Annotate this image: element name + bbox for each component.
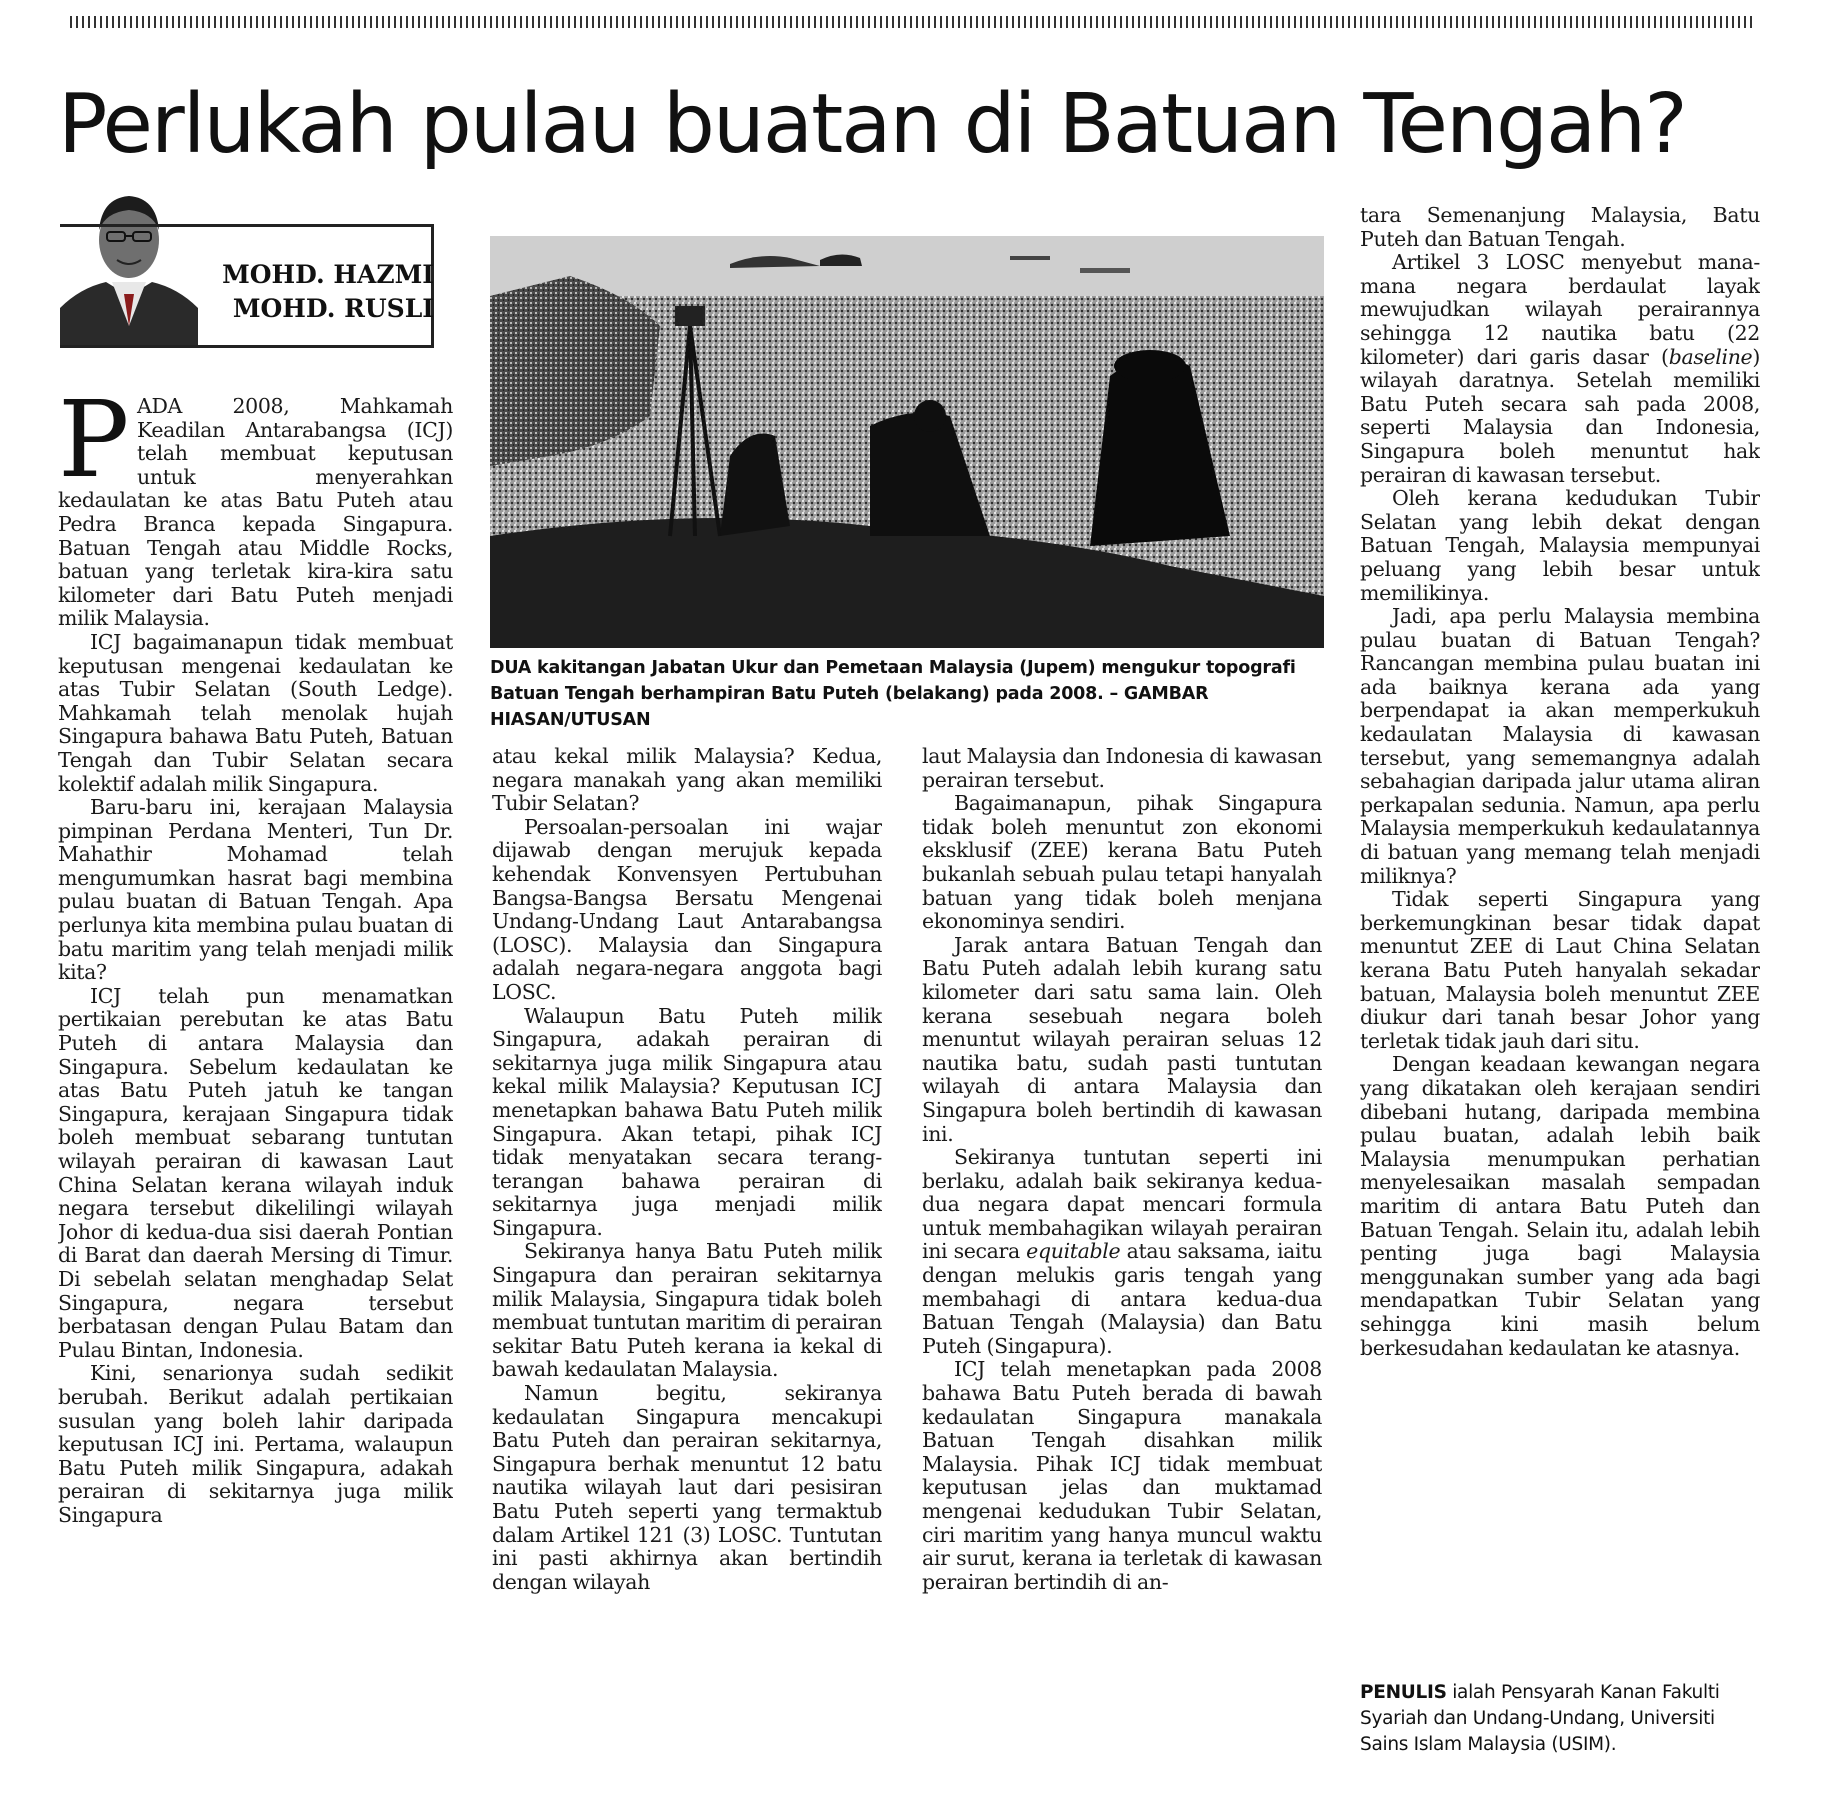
- article-paragraph: [922, 1146, 1322, 1358]
- news-photo: [490, 236, 1324, 648]
- article-paragraph: ICJ telah pun menamatkan pertikaian perebutan ke atas Batu Puteh di antara Malaysia dan Singapura. Sebelum kedaulatan ke atas Batu Puteh jatuh ke tangan Singapura, kerajaan Singapura tidak boleh membuat sebarang tuntutan wilayah perairan di kawasan Laut China Selatan kerana wilayah induk negara tersebut dikelilingi wilayah Johor di kedua-dua sisi daerah Pontian di Barat dan daerah Mersing di Timur. Di sebelah selatan menghadap Selat Singapura, negara tersebut berbatasan dengan Pulau Batam dan Pulau Bintan, Indonesia.: [58, 983, 453, 1362]
- article-paragraph: [1360, 251, 1760, 487]
- paragraph-text: ) wilayah daratnya. Setelah memiliki Batu Puteh secara sah pada 2008, seperti Malaysia dan Indonesia, Singapura boleh menuntut hak perairan di kawasan tersebut.: [1360, 344, 1760, 487]
- article-paragraph: Namun begitu, sekiranya kedaulatan Singapura mencakupi Batu Puteh dan perairan sekitarnya, Singapura berhak menuntut 12 batu nautika wilayah laut dari pesisiran Batu Puteh seperti yang termaktub dalam Artikel 121 (3) LOSC. Tuntutan ini pasti akhirnya akan bertindih dengan wilayah: [492, 1381, 882, 1594]
- article-paragraph: atau kekal milik Malaysia? Kedua, negara manakah yang akan memiliki Tubir Selatan?: [492, 745, 882, 816]
- author-name: [202, 258, 434, 326]
- paragraph-text: atau saksama, iaitu dengan melukis garis tengah yang membahagi di antara kedua-dua Batuan Tengah (Malaysia) dan Batu Puteh (Singapura).: [922, 1239, 1322, 1358]
- article-paragraph: Jadi, apa perlu Malaysia membina pulau buatan di Batuan Tengah? Rancangan membina pulau buatan ini ada baiknya kerana ada yang berpendapat ia akan memperkukuh kedaulatan Malaysia di kawasan tersebut, yang sememangnya adalah sebahagian daripada jalur utama aliran perkapalan sedunia. Namun, apa perlu Malaysia memperkukuh kedaulatannya di batuan yang memang telah menjadi miliknya?: [1360, 604, 1760, 888]
- author-note-text: ialah Pensyarah Kanan Fakulti Syariah dan Undang-Undang, Universiti Sains Islam Malaysia (USIM).: [1360, 1682, 1720, 1755]
- article-paragraph: laut Malaysia dan Indonesia di kawasan perairan tersebut.: [922, 745, 1322, 792]
- article-column-3: [922, 745, 1322, 1785]
- author-box-rule: [60, 345, 434, 348]
- article-paragraph: Oleh kerana kedudukan Tubir Selatan yang lebih dekat dengan Batuan Tengah, Malaysia mempunyai peluang yang lebih besar untuk memilikinya.: [1360, 486, 1760, 605]
- article-paragraph: tara Semenanjung Malaysia, Batu Puteh dan Batuan Tengah.: [1360, 204, 1760, 251]
- paragraph-text: Sekiranya tuntutan seperti ini berlaku, adalah baik sekiranya kedua-dua negara dapat mencari formula untuk membahagikan wilayah perairan ini secara: [922, 1145, 1322, 1264]
- article-paragraph: Baru-baru ini, kerajaan Malaysia pimpinan Perdana Menteri, Tun Dr. Mahathir Mohamad telah mengumumkan hasrat bagi membina pulau buatan di Batuan Tengah. Apa perlunya kita membina pulau buatan di batu maritim yang telah menjadi milik kita?: [58, 795, 453, 985]
- article-paragraph: Kini, senarionya sudah sedikit berubah. Berikut adalah pertikaian susulan yang boleh lahir daripada keputusan ICJ ini. Pertama, walaupun Batu Puteh milik Singapura, adakah perairan di sekitarnya juga milik Singapura: [58, 1361, 453, 1527]
- article-column-1: [58, 395, 453, 1785]
- article-paragraph: Dengan keadaan kewangan negara yang dikatakan oleh kerajaan sendiri dibebani hutang, daripada membina pulau buatan, adalah lebih baik Malaysia menumpukan perhatian menyelesaikan masalah sempadan maritim di antara Batu Puteh dan Batuan Tengah. Selain itu, adalah lebih penting juga bagi Malaysia menggunakan sumber yang ada bagi mendapatkan Tubir Selatan yang sehingga kini masih belum berkesudahan kedaulatan ke atasnya.: [1360, 1052, 1760, 1360]
- article-paragraph: Persoalan-persoalan ini wajar dijawab dengan merujuk kepada kehendak Konvensyen Pertubuhan Bangsa-Bangsa Bersatu Mengenai Undang-Undang Laut Antarabangsa (LOSC). Malaysia dan Singapura adalah negara-negara anggota bagi LOSC.: [492, 814, 882, 1004]
- author-photo: [60, 176, 198, 346]
- article-paragraph: Bagaimanapun, pihak Singapura tidak boleh menuntut zon ekonomi eksklusif (ZEE) kerana Batu Puteh bukanlah sebuah pulau tetapi hanyalah batuan yang tidak boleh menjana ekonominya sendiri.: [922, 791, 1322, 934]
- author-note: [1360, 1680, 1760, 1758]
- dropcap: P: [58, 395, 129, 501]
- article-paragraph: Walaupun Batu Puteh milik Singapura, adakah perairan di sekitarnya juga milik Singapura atau kekal milik Malaysia? Keputusan ICJ menetapkan bahawa Batu Puteh milik Singapura. Akan tetapi, pihak ICJ tidak menyatakan secara terang-terangan bahawa perairan di sekitarnya juga menjadi milik Singapura.: [492, 1003, 882, 1240]
- author-name-line2: MOHD. RUSLI: [232, 294, 434, 323]
- article-paragraph: ICJ bagaimanapun tidak membuat keputusan mengenai kedaulatan ke atas Tubir Selatan (South Ledge). Mahkamah telah menolak hujah Singapura bahawa Batu Puteh, Batuan Tengah dan Tubir Selatan secara kolektif adalah milik Singapura.: [58, 629, 453, 796]
- photo-caption: DUA kakitangan Jabatan Ukur dan Pemetaan Malaysia (Jupem) mengukur topografi Batuan Tengah berhampiran Batu Puteh (belakang) pada 2008. – GAMBAR HIASAN/UTUSAN: [490, 658, 1296, 730]
- article-paragraph: Tidak seperti Singapura yang berkemungkinan besar tidak dapat menuntut ZEE di Laut China Selatan kerana Batu Puteh hanyalah sekadar batuan, Malaysia boleh menuntut ZEE diukur dari tanah besar Johor yang terletak tidak jauh dari situ.: [1360, 887, 1760, 1053]
- article-column-2: [492, 745, 882, 1785]
- article-paragraph: ADA 2008, Mahkamah Keadilan Antarabangsa (ICJ) telah membuat keputusan untuk menyerahkan kedaulatan ke atas Batu Puteh atau Pedra Branca kepada Singapura. Batuan Tengah atau Middle Rocks, batuan yang terletak kira-kira satu kilometer dari Batu Puteh menjadi milik Malaysia.: [58, 395, 453, 631]
- author-note-label: PENULIS: [1360, 1682, 1447, 1703]
- article-column-4: [1360, 204, 1760, 1679]
- article-paragraph: Jarak antara Batuan Tengah dan Batu Puteh adalah lebih kurang satu kilometer dari satu sama lain. Oleh kerana sesebuah negara boleh menuntut wilayah perairan seluas 12 nautika batu, sudah pasti tuntutan wilayah di antara Malaysia dan Singapura boleh bertindih di kawasan ini.: [922, 932, 1322, 1146]
- paragraph-text: Artikel 3 LOSC menyebut mana-mana negara berdaulat layak mewujudkan wilayah perairannya sehingga 12 nautika batu (22 kilometer) dari garis dasar (: [1360, 250, 1760, 369]
- italic-term: equitable: [1026, 1239, 1121, 1264]
- article-paragraph: ICJ telah menetapkan pada 2008 bahawa Batu Puteh berada di bawah kedaulatan Singapura manakala Batuan Tengah disahkan milik Malaysia. Pihak ICJ tidak membuat keputusan jelas dan muktamad mengenai kedudukan Tubir Selatan, ciri maritim yang hanya muncul waktu air surut, kerana ia terletak di kawasan perairan bertindih di an-: [922, 1357, 1322, 1594]
- author-box-rule: [60, 224, 434, 227]
- italic-term: baseline: [1668, 344, 1753, 369]
- headline: Perlukah pulau buatan di Batuan Tengah?: [58, 77, 1686, 172]
- author-name-line1: MOHD. HAZMI: [222, 260, 434, 289]
- article-paragraph: Sekiranya hanya Batu Puteh milik Singapura dan perairan sekitarnya milik Malaysia, Singapura tidak boleh membuat tuntutan maritim di perairan sekitar Batu Puteh kerana ia kekal di bawah kedaulatan Malaysia.: [492, 1239, 882, 1382]
- top-rule: [70, 16, 1756, 28]
